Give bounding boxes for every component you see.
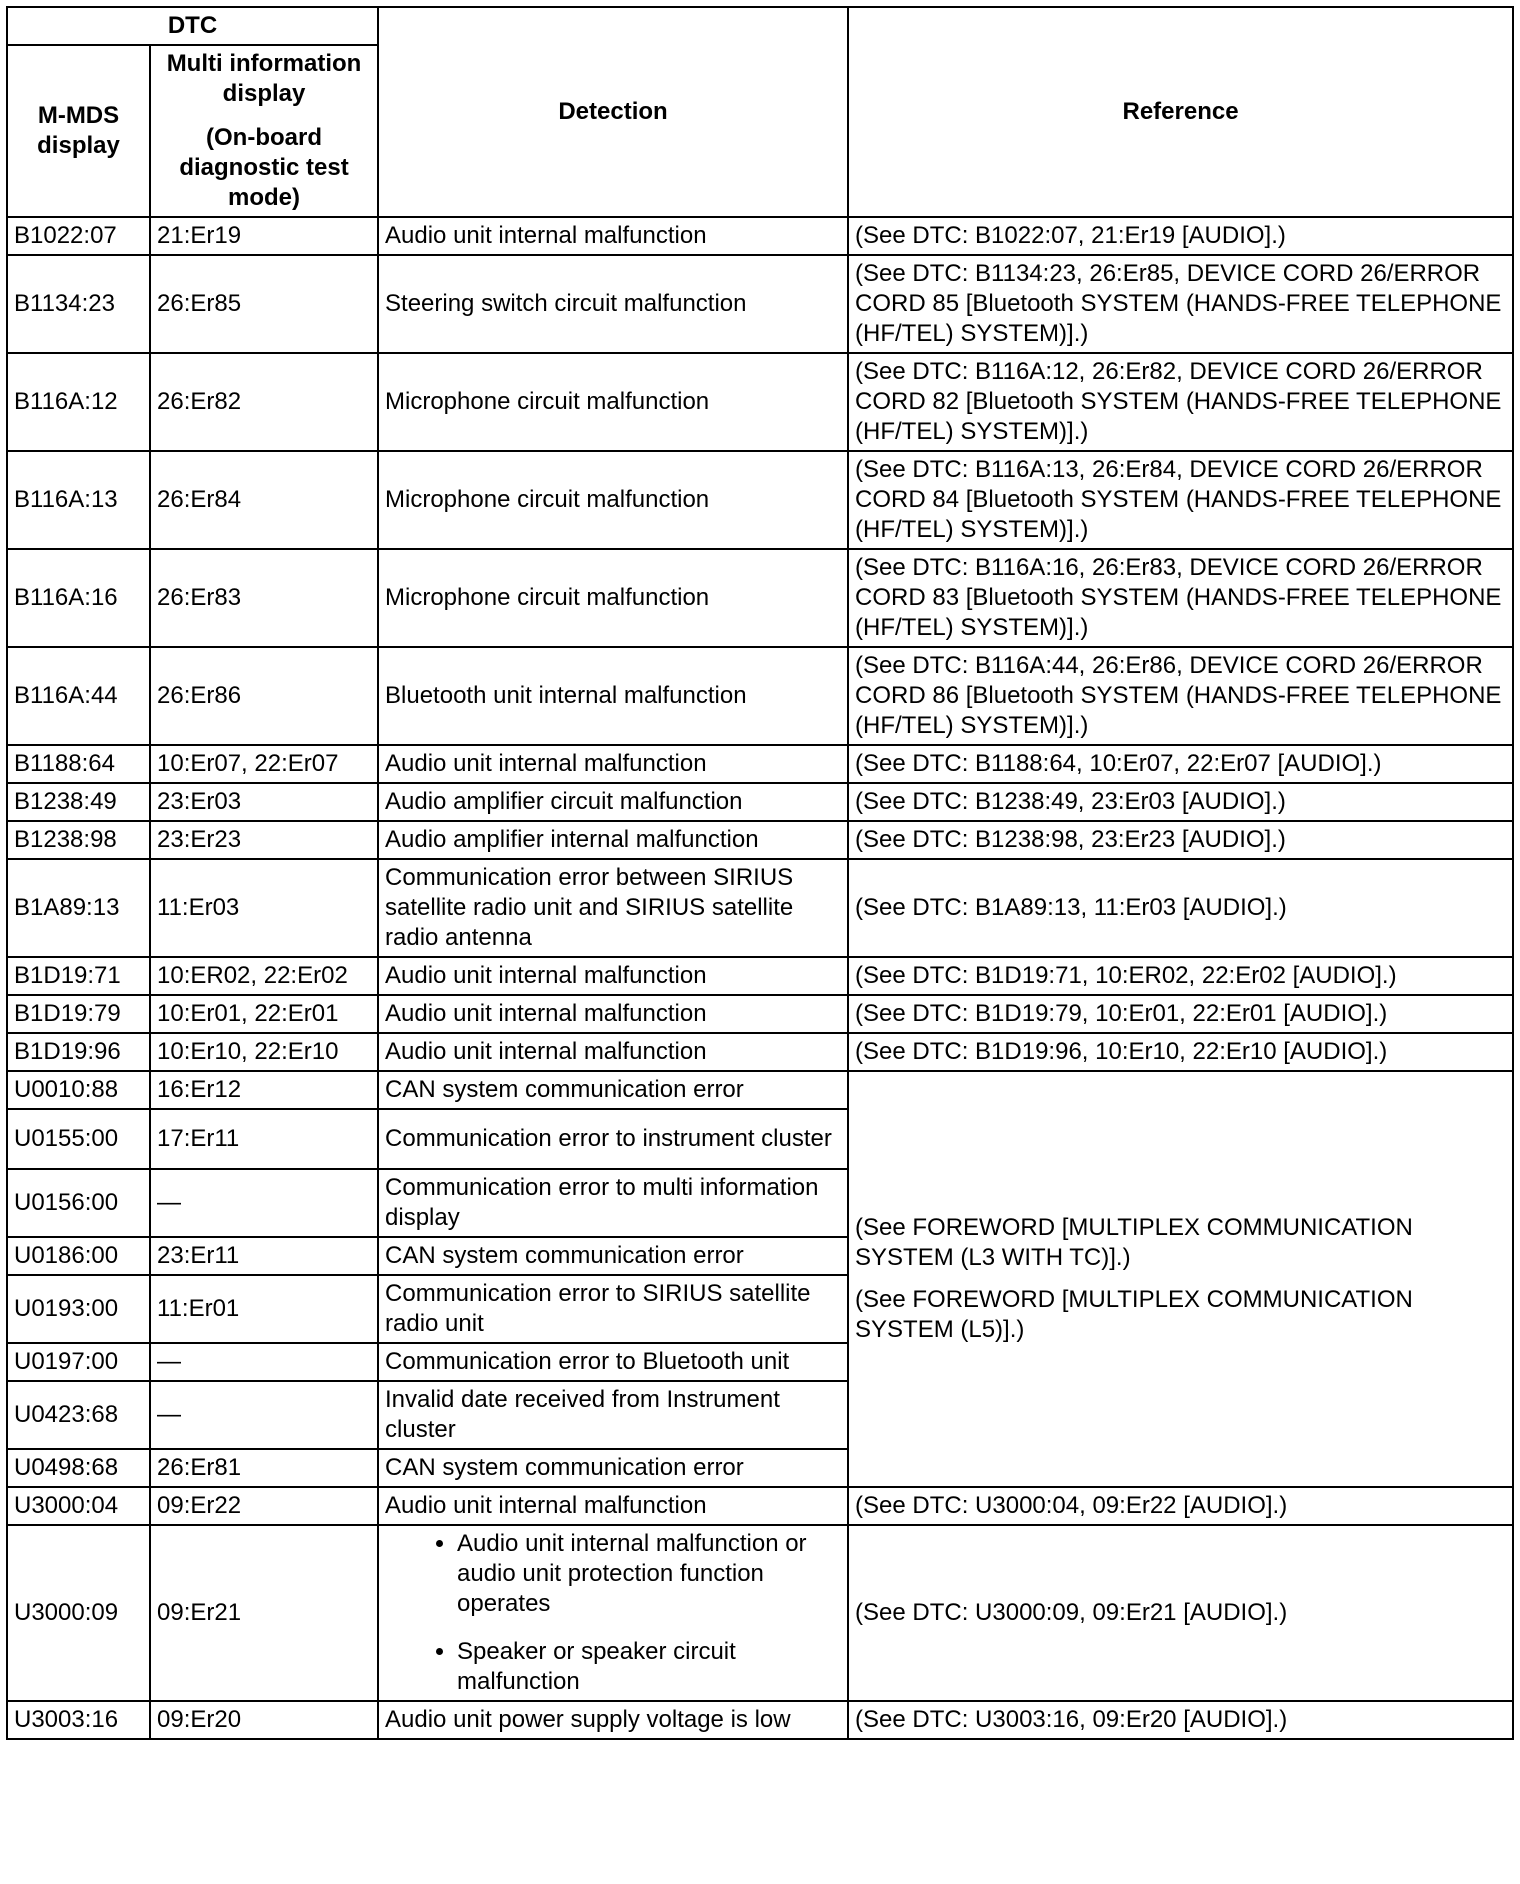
reference-cell: (See DTC: B1A89:13, 11:Er03 [AUDIO].) [848,859,1513,957]
multi-cell: — [150,1381,378,1449]
dtc-table [6,6,1514,1740]
shared-reference-cell [848,1071,1513,1487]
multi-cell: — [150,1343,378,1381]
multi-cell: 11:Er03 [150,859,378,957]
reference-cell: (See DTC: B1134:23, 26:Er85, DEVICE CORD 26/ERROR CORD 85 [Bluetooth SYSTEM (HANDS-FREE TELEPHONE (HF/TEL) SYSTEM)].) [848,255,1513,353]
table-row [7,353,1513,451]
detection-cell: CAN system communication error [378,1237,848,1275]
mmds-cell: U0186:00 [7,1237,150,1275]
multi-cell: 23:Er23 [150,821,378,859]
table-row [7,1525,1513,1701]
mmds-header: M-MDS display [7,45,150,217]
mmds-cell: U0156:00 [7,1169,150,1237]
table-row [7,1033,1513,1071]
table-row [7,821,1513,859]
multi-cell: 10:Er07, 22:Er07 [150,745,378,783]
detection-cell: Microphone circuit malfunction [378,549,848,647]
mmds-cell: U0498:68 [7,1449,150,1487]
reference-cell: (See DTC: B116A:16, 26:Er83, DEVICE CORD 26/ERROR CORD 83 [Bluetooth SYSTEM (HANDS-FREE TELEPHONE (HF/TEL) SYSTEM)].) [848,549,1513,647]
mmds-cell: B1238:98 [7,821,150,859]
multi-cell: 26:Er84 [150,451,378,549]
multi-cell: 10:ER02, 22:Er02 [150,957,378,995]
table-row [7,549,1513,647]
dtc-header: DTC [7,7,378,45]
mmds-cell: B1D19:79 [7,995,150,1033]
reference-paragraph: (See FOREWORD [MULTIPLEX COMMUNICATION SYSTEM (L3 WITH TC)].) [855,1214,1413,1271]
mmds-cell: U0010:88 [7,1071,150,1109]
table-row [7,1071,1513,1109]
detection-cell: Audio unit internal malfunction [378,217,848,255]
multi-cell: 21:Er19 [150,217,378,255]
detection-cell: Steering switch circuit malfunction [378,255,848,353]
detection-cell: Audio unit internal malfunction [378,1487,848,1525]
multi-cell: 23:Er03 [150,783,378,821]
multi-cell: 16:Er12 [150,1071,378,1109]
detection-cell: Invalid date received from Instrument cluster [378,1381,848,1449]
detection-bullet-list [385,1529,841,1697]
detection-cell: Audio unit internal malfunction [378,957,848,995]
multi-cell: 10:Er01, 22:Er01 [150,995,378,1033]
mmds-cell: U3000:04 [7,1487,150,1525]
detection-cell: Audio amplifier circuit malfunction [378,783,848,821]
reference-cell: (See DTC: U3000:04, 09:Er22 [AUDIO].) [848,1487,1513,1525]
detection-cell: Communication error to Bluetooth unit [378,1343,848,1381]
multi-cell: 09:Er22 [150,1487,378,1525]
table-header [7,7,1513,217]
detection-cell: Audio unit internal malfunction [378,745,848,783]
mmds-cell: U3003:16 [7,1701,150,1739]
detection-cell: CAN system communication error [378,1071,848,1109]
mmds-cell: B1134:23 [7,255,150,353]
reference-cell: (See DTC: B1238:49, 23:Er03 [AUDIO].) [848,783,1513,821]
table-row [7,995,1513,1033]
detection-cell [378,1525,848,1701]
multi-cell: 09:Er21 [150,1525,378,1701]
detection-cell: Communication error to instrument cluster [378,1109,848,1169]
detection-cell: Audio unit internal malfunction [378,995,848,1033]
table-row [7,1487,1513,1525]
table-row [7,745,1513,783]
mmds-cell: B116A:44 [7,647,150,745]
detection-cell: Communication error to SIRIUS satellite radio unit [378,1275,848,1343]
reference-cell: (See DTC: B1D19:79, 10:Er01, 22:Er01 [AUDIO].) [848,995,1513,1033]
reference-cell: (See DTC: B1D19:71, 10:ER02, 22:Er02 [AUDIO].) [848,957,1513,995]
multi-header [150,45,378,217]
table-row [7,1701,1513,1739]
mmds-cell: U3000:09 [7,1525,150,1701]
mmds-cell: B1D19:71 [7,957,150,995]
table-row [7,647,1513,745]
detection-cell: Bluetooth unit internal malfunction [378,647,848,745]
mmds-cell: U0423:68 [7,1381,150,1449]
detection-cell: Audio unit power supply voltage is low [378,1701,848,1739]
table-row [7,859,1513,957]
multi-cell: — [150,1169,378,1237]
mmds-cell: U0197:00 [7,1343,150,1381]
mmds-cell: B1A89:13 [7,859,150,957]
detection-cell: Microphone circuit malfunction [378,353,848,451]
mmds-cell: U0193:00 [7,1275,150,1343]
multi-cell: 26:Er82 [150,353,378,451]
detection-header: Detection [378,7,848,217]
table-row [7,957,1513,995]
multi-cell: 09:Er20 [150,1701,378,1739]
reference-cell: (See DTC: B1188:64, 10:Er07, 22:Er07 [AUDIO].) [848,745,1513,783]
detection-cell: Communication error between SIRIUS satellite radio unit and SIRIUS satellite radio antenna [378,859,848,957]
mmds-cell: B116A:12 [7,353,150,451]
table-body [7,217,1513,1739]
detection-bullet: • Audio unit internal malfunction or audio unit protection function operates [457,1529,841,1619]
table-row [7,217,1513,255]
multi-cell: 26:Er85 [150,255,378,353]
multi-header-title: Multi information display [166,50,362,107]
table-row [7,451,1513,549]
detection-bullet: • Speaker or speaker circuit malfunction [457,1637,841,1697]
reference-cell: (See DTC: B116A:44, 26:Er86, DEVICE CORD 26/ERROR CORD 86 [Bluetooth SYSTEM (HANDS-FREE TELEPHONE (HF/TEL) SYSTEM)].) [848,647,1513,745]
reference-cell: (See DTC: B116A:12, 26:Er82, DEVICE CORD 26/ERROR CORD 82 [Bluetooth SYSTEM (HANDS-FREE TELEPHONE (HF/TEL) SYSTEM)].) [848,353,1513,451]
reference-paragraph: (See FOREWORD [MULTIPLEX COMMUNICATION SYSTEM (L5)].) [855,1286,1413,1343]
multi-cell: 26:Er86 [150,647,378,745]
mmds-cell: B116A:16 [7,549,150,647]
detection-cell: Microphone circuit malfunction [378,451,848,549]
reference-cell: (See DTC: B116A:13, 26:Er84, DEVICE CORD 26/ERROR CORD 84 [Bluetooth SYSTEM (HANDS-FREE TELEPHONE (HF/TEL) SYSTEM)].) [848,451,1513,549]
table-row [7,255,1513,353]
multi-cell: 26:Er81 [150,1449,378,1487]
detection-cell: Audio amplifier internal malfunction [378,821,848,859]
mmds-cell: B1D19:96 [7,1033,150,1071]
reference-header: Reference [848,7,1513,217]
reference-cell: (See DTC: U3003:16, 09:Er20 [AUDIO].) [848,1701,1513,1739]
multi-cell: 11:Er01 [150,1275,378,1343]
multi-cell: 26:Er83 [150,549,378,647]
reference-cell: (See DTC: B1D19:96, 10:Er10, 22:Er10 [AUDIO].) [848,1033,1513,1071]
detection-cell: CAN system communication error [378,1449,848,1487]
multi-cell: 10:Er10, 22:Er10 [150,1033,378,1071]
multi-cell: 23:Er11 [150,1237,378,1275]
multi-cell: 17:Er11 [150,1109,378,1169]
mmds-cell: B1188:64 [7,745,150,783]
table-row [7,783,1513,821]
mmds-cell: B116A:13 [7,451,150,549]
mmds-cell: B1022:07 [7,217,150,255]
detection-cell: Communication error to multi information display [378,1169,848,1237]
reference-cell: (See DTC: B1022:07, 21:Er19 [AUDIO].) [848,217,1513,255]
reference-cell: (See DTC: B1238:98, 23:Er23 [AUDIO].) [848,821,1513,859]
reference-cell: (See DTC: U3000:09, 09:Er21 [AUDIO].) [848,1525,1513,1701]
multi-header-subtitle: (On-board diagnostic test mode) [179,124,349,211]
mmds-cell: B1238:49 [7,783,150,821]
mmds-cell: U0155:00 [7,1109,150,1169]
detection-cell: Audio unit internal malfunction [378,1033,848,1071]
